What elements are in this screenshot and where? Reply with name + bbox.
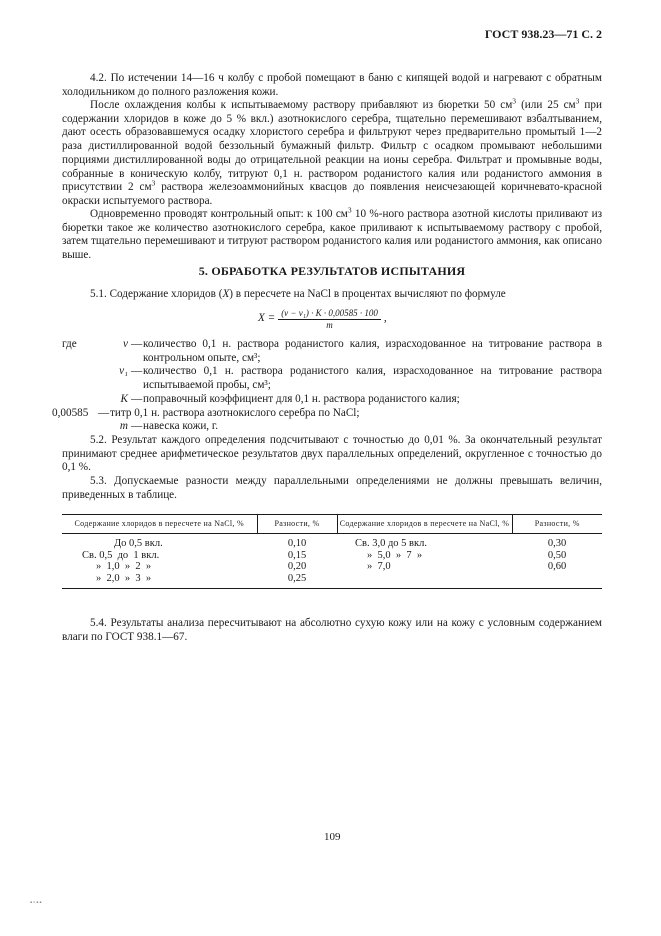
definition-dash: — [131,420,143,433]
table-row [62,550,602,562]
cooling-text-d: раствора железоаммонийных квасцов до появления неисчезающей коричневато-красной окраски испытуемого раствора. [62,181,602,207]
paragraph-5-3: 5.3. Допускаемые разности между параллельными определениями не должны превышать величин, приведенных в таблице. [62,475,602,501]
table-cell: Св. 3,0 до 5 вкл. [355,538,427,549]
definition-lead: 0,00585 [52,406,89,419]
definition-symbol: v₁ [119,365,128,378]
paragraph-5-2: 5.2. Результат каждого определения подсчитывают с точностью до 0,01 %. За окончательный результат принимают среднее арифметическое результатов двух параллельных определений, округленное с точностью до 0,1 %. [62,434,602,474]
definition-symbol: K [120,392,128,405]
formula-tail: , [383,312,387,325]
definition-lead [62,365,100,392]
paragraph-4-2: 4.2. По истечении 14—16 ч колбу с пробой помещают в баню с кипящей водой и нагревают с обратным холодильником до полного разложения кожи. [62,72,602,98]
variable-definitions [52,338,602,434]
table-cell: 0,20 [287,561,307,572]
table-cell: 0,10 [287,538,307,549]
paragraph-5-1 [62,288,602,302]
definition-lead [62,393,100,407]
table-cell: » 2,0 » 3 » [62,573,257,589]
formula-fraction [278,308,381,331]
definition-row [62,420,602,434]
cooling-text-b: (или 25 см [516,99,576,111]
table-row [62,573,602,589]
table-header-row [62,515,602,534]
table-row [62,534,602,550]
table-header: Содержание хлоридов в пересчете на NaCl, % [62,515,257,534]
table-cell: 0,30 [547,538,567,549]
superscript-3: 3 [347,205,352,215]
table-cell: 0,60 [547,561,567,572]
definition-row [52,406,602,421]
definition-text: навеска кожи, г. [143,420,219,433]
control-text-a: Одновременно проводят контрольный опыт: к 100 см [90,208,348,220]
definition-dash: — [131,392,143,405]
definition-dash: — [131,338,143,350]
table-cell [337,573,512,589]
table-cell: » 5,0 » 7 » [367,549,423,561]
definition-dash: — [98,406,110,419]
document-header: ГОСТ 938.23—71 С. 2 [484,27,602,41]
variable-x: X [222,288,230,300]
table-header: Разности, % [512,515,602,534]
formula [258,305,387,333]
table-cell: 0,25 [257,573,337,589]
p51-text-b: ) в пересчете на NaCl в процентах вычисляют по формуле [229,288,506,300]
definition-row [62,393,602,407]
table-header: Разности, % [257,515,337,534]
definition-symbol: m [119,420,128,433]
table-cell [512,573,602,589]
table-cell: » 1,0 » 2 » [96,561,152,572]
control-text-b: 10 %-ного раствора азотной кислоты приливают из бюретки такое же количество азотнокислого серебра, какое приливают к испытываемому раствору с пробой, затем тщательно перемешивают и титруют раствором роданистого калия или роданистого аммония, как описано выше. [62,208,602,262]
definition-text: количество 0,1 н. раствора роданистого калия, израсходованное на титрование раствора в контрольном опыте, см³; [143,338,602,364]
cooling-text-a: После охлаждения колбы к испытываемому раствору прибавляют из бюретки 50 см [90,99,513,111]
formula-lhs: X = [258,312,276,325]
superscript-3: 3 [575,96,580,106]
differences-table [62,514,602,589]
definition-lead [62,420,100,434]
formula-denominator: m [326,319,333,330]
table-cell: До 0,5 вкл. [114,538,163,549]
superscript-3: 3 [512,96,517,106]
definition-text: титр 0,1 н. раствора азотнокислого серебра по NaCl; [110,406,360,419]
definition-lead: где [62,338,77,350]
table-row [62,561,602,573]
superscript-3: 3 [151,178,156,188]
paragraph-cooling [62,96,602,209]
table-header: Содержание хлоридов в пересчете на NaCl, % [337,515,512,534]
page-number: 109 [324,831,341,843]
p51-text-a: 5.1. Содержание хлоридов ( [90,288,223,300]
paragraph-5-4: 5.4. Результаты анализа пересчитывают на абсолютно сухую кожу или на кожу с условным содержанием влаги по ГОСТ 938.1—67. [62,617,602,643]
table-cell: Св. 0,5 до 1 вкл. [82,549,160,561]
corner-mark: ▪▫▪▪ [30,900,43,906]
formula-numerator: (v − v₁) · K · 0,00585 · 100 [278,308,381,320]
definition-row [62,338,602,365]
definition-text: количество 0,1 н. раствора роданистого калия, израсходованное на титрование раствора испытываемой пробы, см³; [143,365,602,392]
definition-dash: — [131,365,143,378]
table-cell: 0,15 [287,549,307,561]
cooling-text-c: при содержании хлоридов в коже до 5 % вкл.) азотнокислого серебра, тщательно перемешивают взбалтыванием, дают осесть образовавшемуся осадку хлористого серебра и фильтруют через предварительно промытый 1—2 раза дистиллированной водой беззольный бумажный фильтр. Фильтр с осадком промывают небольшими порциями дистиллированной воды до отрицательной реакции на ионы серебра. Фильтрат и промывные воды, собранные в коническую колбу, титруют 0,1 н. раствором роданистого калия или роданистого аммония в присутствии 2 см [62,99,602,194]
definition-symbol: v [123,338,128,350]
section-title: 5. ОБРАБОТКА РЕЗУЛЬТАТОВ ИСПЫТАНИЯ [198,264,466,278]
definition-row [62,365,602,392]
definition-text: поправочный коэффициент для 0,1 н. раствора роданистого калия; [143,392,460,405]
table-cell: 0,50 [547,549,567,561]
paragraph-control [62,205,602,263]
table-cell: » 7,0 [367,561,391,572]
